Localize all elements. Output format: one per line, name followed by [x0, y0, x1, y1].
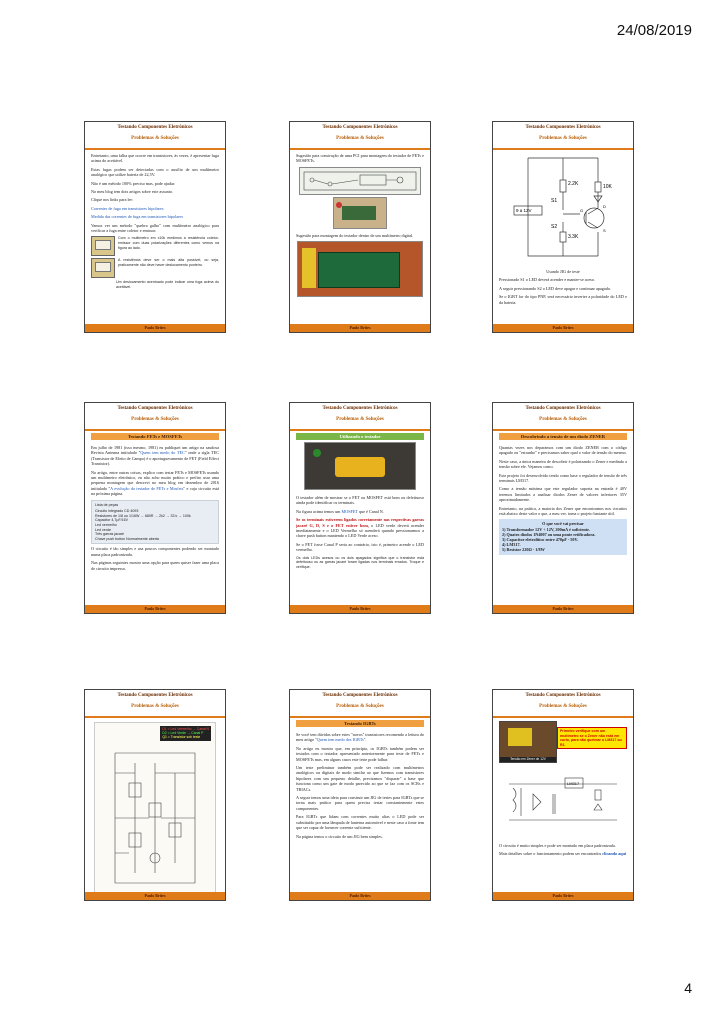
- slide-header: [290, 122, 430, 150]
- article-link[interactable]: Medida das correntes de fuga em transistores bipolares: [91, 214, 183, 220]
- label-r2: 10K: [603, 184, 612, 190]
- text: Em julho de 1981 (isso mesmo, 1981) eu publiquei um artigo na saudosa Revista Antenna intitulado ": [91, 445, 219, 456]
- paragraph: Na página temos o circuito de um JIG bem simples.: [296, 833, 383, 839]
- text: o LED verde deverá acender imediatamente e o LED Vermelho só acenderá quando pressionarmos a chave push button mantendo o LED Verde aceso.: [296, 522, 424, 539]
- text: Se você tem dúvidas sobre estes "novos" transistores recomendo a leitura do meu artigo ": [296, 732, 424, 743]
- fet-tester-schematic: [94, 722, 216, 896]
- meter-shape: [302, 248, 316, 288]
- part-item: Led verde: [95, 527, 111, 532]
- paragraph: No meu blog tem dois artigos sobre este assunto.: [91, 189, 173, 195]
- label-s1: S1: [551, 198, 558, 204]
- caption: Sugestão para montagem do testador dentro de um multímetro digital.: [296, 232, 414, 238]
- slide-body: [290, 150, 430, 302]
- caption: Usando JIG de teste: [546, 269, 580, 274]
- slide-footer: Paulo Brites: [85, 324, 225, 332]
- text: Mais detalhes sobre o funcionamento podem ser encontrados: [499, 851, 603, 857]
- section-title: Testando FETs e MOSFETs: [91, 433, 219, 440]
- paragraph: [91, 470, 219, 497]
- requirement-item: 3) Capacitor eletrolítico entre 470µF - 50V.: [502, 537, 579, 543]
- page-number: 4: [684, 980, 692, 996]
- paragraph: [296, 517, 424, 539]
- article-link[interactable]: Quem tem medo dos IGBTs: [316, 737, 364, 743]
- schematic-legend: [160, 726, 211, 741]
- schematic-drawing: [508, 152, 618, 264]
- text: " onde a sigla TEC (Transistor de Efeito de Campo) é o aportuguesamento de FET (Field Effect Transistor).: [91, 450, 220, 467]
- paragraph: Um teste preliminar também pode ser realizado com multímetros analógicos ou digitais de modo similar ao que fizemos com transistores bipolares com um pequeno detalhe, precisamos "disparar" a base que funciona como um gate de modo parecido ao que se faz com os SCRs e TRIACs.: [296, 765, 424, 792]
- board-shape: [342, 206, 376, 220]
- slide-subtitle: Problemas & Soluções: [131, 704, 179, 709]
- slide-subtitle: Problemas & Soluções: [336, 136, 384, 141]
- slide-footer: Paulo Brites: [290, 892, 430, 900]
- paragraph: Estas fugas podem ser detectadas com o auxílio de um multímetro analógico que utilize bateria de 22,5V.: [91, 166, 219, 178]
- slide-body: [290, 492, 430, 575]
- board-shape: [318, 252, 400, 288]
- label-source: S: [603, 228, 606, 233]
- requirement-item: 5) Resistor 220Ω - 1/8W: [502, 547, 545, 553]
- slide-footer: Paulo Brites: [290, 324, 430, 332]
- paragraph: Este projeto foi desenvolvido tendo como base o regulador de tensão de três terminais LM317.: [499, 472, 627, 484]
- slide-title: Testando Componentes Eletrônicos: [525, 406, 601, 411]
- slide-8: [289, 689, 431, 901]
- note: Com o multímetro em x10k medimos a resistência coletor-emissor com duas polarizações diferentes como vemos na figura ao lado.: [118, 236, 219, 250]
- slide-footer: Paulo Brites: [290, 605, 430, 613]
- slide-footer: Paulo Brites: [85, 605, 225, 613]
- label-r3: 3.3K: [568, 234, 579, 240]
- photo-label: Tensão em Zener de 12V: [500, 757, 556, 762]
- part-item: Circuito integrado CD 4093: [95, 509, 139, 514]
- slide-subtitle: Problemas & Soluções: [539, 704, 587, 709]
- legend-item: D1 = Led Vermelho → Canal N: [162, 727, 209, 731]
- slide-subtitle: Problemas & Soluções: [539, 417, 587, 422]
- slide-body: [493, 266, 633, 311]
- details-link[interactable]: clicando aqui: [602, 851, 627, 857]
- igbt-jig-schematic: [508, 152, 618, 264]
- slide-4: [84, 402, 226, 614]
- multimeter-photo: [91, 236, 115, 256]
- label-voltage: 9 a 12V: [516, 208, 532, 213]
- slide-2: [289, 121, 431, 333]
- note: A resistência deve ser o mais alta possível, ou seja, praticamente não deve haver deslocamento ponteiro.: [118, 258, 219, 268]
- tester-in-use-photo: [304, 442, 416, 490]
- paragraph: Pressionado S1 o LED deverá acender e manter-se aceso.: [499, 277, 596, 283]
- paragraph: O circuito é muito simples e pode ser montado em placa padronizada.: [499, 843, 616, 848]
- text: Na figura acima temos um: [296, 508, 342, 514]
- slide-9: [492, 689, 634, 901]
- slide-body: [493, 442, 633, 560]
- text: ".: [363, 737, 367, 743]
- section-title: Utilizando o testador: [296, 433, 424, 440]
- slide-body: [85, 150, 225, 293]
- paragraph: [91, 445, 219, 467]
- slide-title: Testando Componentes Eletrônicos: [117, 125, 193, 130]
- slide-3: [492, 121, 634, 333]
- slide-title: Testando Componentes Eletrônicos: [117, 693, 193, 698]
- paragraph: Clique nos links para ler:: [91, 197, 134, 203]
- paragraph: O testador além de mostrar se o FET ou MOSFET está bom ou defeituoso ainda pode identificar os terminais.: [296, 495, 424, 506]
- meter-row: [91, 258, 219, 278]
- paragraph: Quantas vezes nos deparamos com um diodo ZENER com o código apagado ou "estranho" e precisamos saber qual o valor de tensão do mesmo.: [499, 445, 627, 456]
- paragraph: A seguir temos uma ideia para construir um JIG de testes para IGBTs que se torna mais prático para quem precisa testar constantemente estes componentes.: [296, 795, 424, 811]
- paragraph: Se o IGBT for do tipo PNP, será necessário inverter a polaridade do LED e da bateria.: [499, 294, 627, 305]
- mosfet-link[interactable]: MOSFET: [341, 508, 358, 514]
- slide-footer: Paulo Brites: [493, 892, 633, 900]
- part-item: Resistores de 1/8 ou 1/16W → 680R → 2k2 → 33 k → 100k: [95, 513, 191, 518]
- highlight-text: Se os terminais estiverem ligados corretamente nas respectivas garras jacaré G, D, S e o FET estiver bom,: [296, 517, 424, 528]
- section-title: Testando IGBTs: [296, 720, 424, 727]
- multimeter-tester-photo: [297, 241, 423, 297]
- slide-header: [290, 690, 430, 718]
- paragraph: Não é um método 100% preciso mas, pode ajudar.: [91, 180, 176, 186]
- slide-header: [85, 403, 225, 431]
- schematic-drawing: [503, 770, 623, 830]
- slide-subtitle: Problemas & Soluções: [336, 417, 384, 422]
- paragraph: [499, 851, 627, 856]
- slide-subtitle: Problemas & Soluções: [131, 417, 179, 422]
- paragraph: Como a tensão máxima que este regulador suporta na entrada é 40V teremos limitados a analisar diodos Zener de valores inferiores 35V aproximadamente.: [499, 486, 627, 503]
- part-item: Chave push button Normalmente aberta: [95, 536, 159, 541]
- label-s2: S2: [551, 224, 558, 230]
- tester-board-photo: [333, 197, 387, 229]
- paragraph: No artigo eu mostro que, em princípio, os IGBTs também podem ser testados com o testador apresentado anteriormente para teste de FETs e MOSFETs mas, em alguns casos este teste pode falhar.: [296, 745, 424, 762]
- paragraph: O circuito é tão simples e usa poucos componentes podendo ser montado numa placa padronizada.: [91, 546, 219, 557]
- slide-footer: Paulo Brites: [493, 324, 633, 332]
- slide-1: [84, 121, 226, 333]
- label-r1: 2.2K: [568, 181, 579, 187]
- requirements-title: O que você vai precisar: [542, 521, 584, 527]
- slide-5: [289, 402, 431, 614]
- meter-row: [91, 236, 219, 256]
- slide-body: [85, 442, 225, 577]
- zener-test-photo: [499, 721, 557, 763]
- label-lm317: LM317: [567, 781, 580, 786]
- print-date: 24/08/2019: [616, 22, 692, 39]
- part-item: Led vermelho: [95, 523, 117, 528]
- paragraph: Entretanto, na prática, a maioria dos Zener que encontramos nos circuitos está abaixo deste valor o que, a meu ver, torna o projeto bastante útil.: [499, 505, 627, 517]
- slide-header: [493, 403, 633, 431]
- led-shape: [313, 449, 321, 457]
- text: No artigo, entre outras coisas, explico com testar FETs e MOSFETs usando um multímetro eletrônico, eu não acho muito prático e prefiro usar uma pequena montagem que descrevi no meu blog em dezembro de 2016 intitulado ": [91, 469, 219, 491]
- pcb-layout-image: [299, 167, 421, 195]
- part-item: Capacitor 4,7µF/16V: [95, 518, 129, 523]
- paragraph: A seguir pressionando S2 o LED deve apagar e continuar apagado.: [499, 285, 611, 291]
- board-shape: [335, 457, 385, 477]
- slide-header: [85, 122, 225, 150]
- warning-callout: Primeiro verifique com um multímetro se o Zener não está em curto, para não queimar o LM317 ou R1.: [557, 727, 627, 749]
- slide-title: Testando Componentes Eletrônicos: [322, 693, 398, 698]
- paragraph: Neste caso, a única maneira de descobrir é polarizando o Zener e medindo a tensão sobre ele. Vejamos como.: [499, 458, 627, 470]
- caption: Sugestão para construção de uma PCI para montagem do testador de FETs e MOSFETs.: [296, 153, 424, 164]
- article-link[interactable]: Correntes de fuga em transistores bipolares: [91, 205, 164, 211]
- slide-title: Testando Componentes Eletrônicos: [322, 406, 398, 411]
- slide-subtitle: Problemas & Soluções: [539, 136, 587, 141]
- section-title: Descobrindo a tensão de um diodo ZENER: [499, 433, 627, 440]
- note: Um deslocamento acentuado pode indicar uma fuga acima do aceitável.: [116, 280, 219, 290]
- paragraph: [296, 732, 424, 743]
- slide-subtitle: Problemas & Soluções: [336, 704, 384, 709]
- slide-header: [290, 403, 430, 431]
- slide-footer: Paulo Brites: [493, 605, 633, 613]
- label-drain: D: [603, 204, 606, 209]
- slide-header: [493, 122, 633, 150]
- paragraph: Se o FET fosse Canal P seria ao contrário, isto é, primeiro acende o LED vermelho.: [296, 541, 424, 553]
- slide-header: [85, 690, 225, 718]
- slide-footer: Paulo Brites: [85, 892, 225, 900]
- requirements-box: [499, 519, 627, 554]
- text: " e cujo circuito está na próxima página.: [91, 485, 220, 497]
- legend-item: D2 = Led Verde → Canal P: [162, 731, 204, 736]
- paragraph: Nas páginas seguintes mostro uma opção para quem quiser fazer uma placa de circuito impresso.: [91, 560, 219, 571]
- photo-row: [499, 721, 627, 767]
- slide-subtitle: Problemas & Soluções: [131, 136, 179, 141]
- paragraph: Para IGBTs que lidam com correntes muito altas o LED pode ser substituído por uma lâmpada de lanterna automóvel e neste caso a fonte tem que ser capaz de fornecer corrente suficiente.: [296, 814, 424, 831]
- pcb-traces-icon: [300, 168, 420, 194]
- paragraph: Os dois LEDs acesos ou os dois apagados significa que o transistor está defeituoso ou as garras jacaré foram ligadas nos terminais errados. Troque e verifique.: [296, 555, 424, 569]
- meter-shape: [508, 728, 532, 746]
- part-item: Três garras jacaré: [95, 532, 125, 537]
- article-link[interactable]: Quem tem medo do TEC: [140, 450, 185, 456]
- slide-header: [493, 690, 633, 718]
- legend-item: Q1 = Transistor sob teste: [162, 735, 201, 740]
- paragraph: Entretanto, uma falha que ocorre em transistores, às vezes, é apresentar fuga acima do aceitável.: [91, 153, 219, 164]
- paragraph: Vamos ver um método "quebra galho" com multímetro analógico para verificar a fuga entre coletor e emissor.: [91, 222, 219, 234]
- article-link[interactable]: A evolução do testador de FETs e Mosfets: [110, 485, 184, 491]
- slide-6: [492, 402, 634, 614]
- parts-title: Lista de peças: [95, 502, 119, 507]
- requirement-item: 2) Quatro diodos 1N4007 ou uma ponte retificadora.: [502, 531, 596, 537]
- slide-title: Testando Componentes Eletrônicos: [117, 406, 193, 411]
- slide-title: Testando Componentes Eletrônicos: [322, 125, 398, 130]
- slide-body: [493, 840, 633, 863]
- slide-title: Testando Componentes Eletrônicos: [525, 693, 601, 698]
- slide-title: Testando Componentes Eletrônicos: [525, 125, 601, 130]
- text: que é Canal N.: [357, 508, 384, 514]
- label-gate: G: [580, 208, 584, 213]
- requirement-item: 1) Transformador 12V + 12V, 200mA é suficiente.: [502, 526, 590, 532]
- clip-shape: [336, 202, 342, 208]
- parts-list: [91, 500, 219, 545]
- schematic-drawing: [95, 723, 215, 895]
- slide-body: [290, 729, 430, 845]
- paragraph: [296, 509, 424, 514]
- zener-tester-schematic: [503, 770, 623, 830]
- slide-7: [84, 689, 226, 901]
- requirement-item: 4) LM317.: [502, 542, 521, 548]
- multimeter-photo: [91, 258, 115, 278]
